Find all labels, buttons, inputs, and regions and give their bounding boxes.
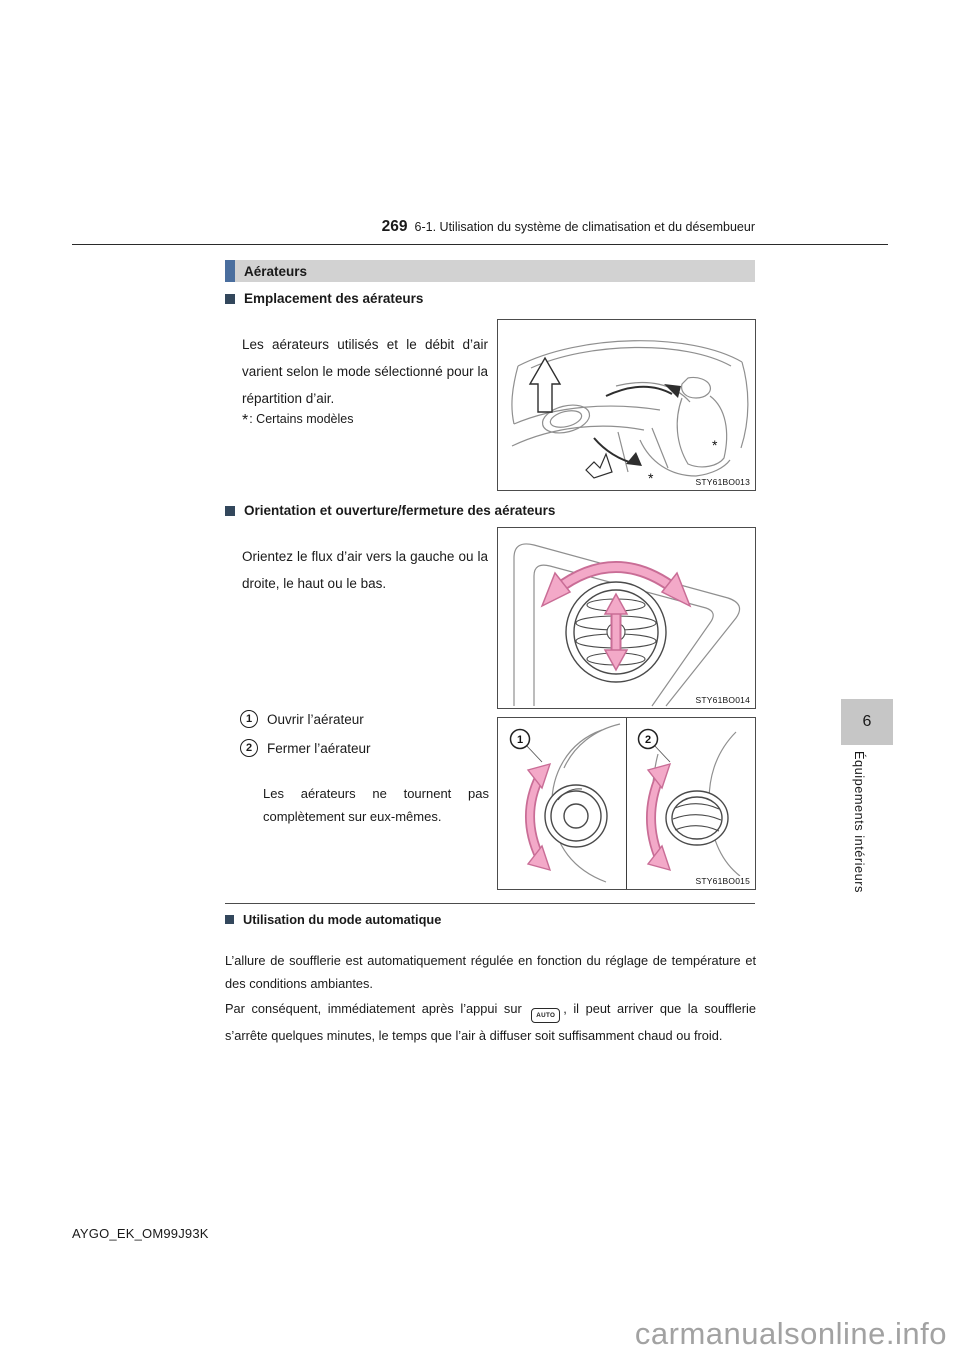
list-item-close-vent bbox=[240, 739, 371, 757]
section-divider-rule bbox=[225, 903, 755, 904]
left-vent-open-icon bbox=[545, 785, 607, 847]
heading-orientation-label: Orientation et ouverture/fermeture des aérateurs bbox=[244, 503, 556, 518]
figure-caption: STY61BO014 bbox=[695, 695, 750, 705]
document-code: AYGO_EK_OM99J93K bbox=[72, 1226, 209, 1241]
asterisk-marker: * bbox=[242, 411, 249, 429]
orientation-body: Orientez le flux d’air vers la gauche ou la droite, le haut ou le bas. bbox=[242, 548, 488, 591]
square-bullet-icon bbox=[225, 506, 235, 516]
heading-auto-mode bbox=[225, 912, 441, 927]
watermark: carmanualsonline.info bbox=[634, 1316, 947, 1351]
auto-mode-paragraph-1: L’allure de soufflerie est automatiquement régulée en fonction du réglage de température et des conditions ambiantes. bbox=[225, 952, 756, 991]
heading-emplacement bbox=[225, 291, 423, 306]
callout-number-2: 2 bbox=[644, 734, 652, 746]
asterisk-mark: * bbox=[712, 437, 718, 453]
section-title-bar bbox=[225, 260, 755, 282]
chapter-tab-label: Équipements intérieurs bbox=[852, 751, 867, 893]
callout-2 bbox=[639, 730, 671, 763]
auto-mode-paragraph-2 bbox=[225, 996, 756, 1050]
footnote-text: : Certains modèles bbox=[249, 411, 354, 426]
list-item-open-vent bbox=[240, 710, 371, 728]
chapter-number: 6 bbox=[862, 713, 872, 730]
orientation-items bbox=[240, 710, 371, 768]
emplacement-footnote bbox=[242, 412, 353, 430]
section-accent-block bbox=[225, 260, 235, 282]
page-number: 269 bbox=[381, 218, 408, 235]
heading-auto-mode-label: Utilisation du mode automatique bbox=[243, 912, 442, 927]
figure-caption: STY61BO013 bbox=[695, 477, 750, 487]
chapter-tab bbox=[841, 699, 893, 745]
asterisk-mark: * bbox=[648, 470, 654, 486]
header-rule bbox=[72, 244, 888, 245]
orientation-note: Les aérateurs ne tournent pas complètement sur eux-mêmes. bbox=[263, 786, 489, 825]
callout-1 bbox=[511, 730, 543, 763]
vent-rotation-illustration bbox=[498, 528, 755, 708]
heading-emplacement-label: Emplacement des aérateurs bbox=[244, 291, 424, 306]
chapter-section-title: 6-1. Utilisation du système de climatisation et du désembueur bbox=[414, 220, 755, 234]
emplacement-body: Les aérateurs utilisés et le débit d’air varient selon le mode sélectionné pour la répartition d’air. bbox=[242, 336, 488, 406]
figure-vent-rotation bbox=[497, 527, 756, 709]
figure-caption: STY61BO015 bbox=[695, 876, 750, 886]
circled-number-1: 1 bbox=[240, 710, 258, 728]
square-bullet-icon bbox=[225, 915, 234, 924]
right-vent-closed-icon bbox=[666, 791, 728, 845]
paragraph-text: Par conséquent, immédiatement après l’appui sur bbox=[225, 1000, 522, 1016]
figure-vent-open-close bbox=[497, 717, 756, 890]
vent-location-illustration bbox=[498, 320, 755, 490]
item-label: Ouvrir l’aérateur bbox=[267, 711, 364, 727]
auto-button-icon: AUTO bbox=[531, 1008, 560, 1023]
vent-open-close-illustration bbox=[498, 718, 755, 889]
paragraph-text: , il peut arriver que la soufflerie s’arrête quelques minutes, le temps que l’air à diffuser soit suffisamment chaud ou froid. bbox=[225, 1000, 756, 1044]
page-header bbox=[72, 218, 755, 236]
square-bullet-icon bbox=[225, 294, 235, 304]
section-title: Aérateurs bbox=[244, 263, 308, 279]
item-label: Fermer l’aérateur bbox=[267, 740, 371, 756]
callout-number-1: 1 bbox=[516, 734, 524, 746]
circled-number-2: 2 bbox=[240, 739, 258, 757]
heading-orientation bbox=[225, 503, 555, 518]
figure-vent-location bbox=[497, 319, 756, 491]
